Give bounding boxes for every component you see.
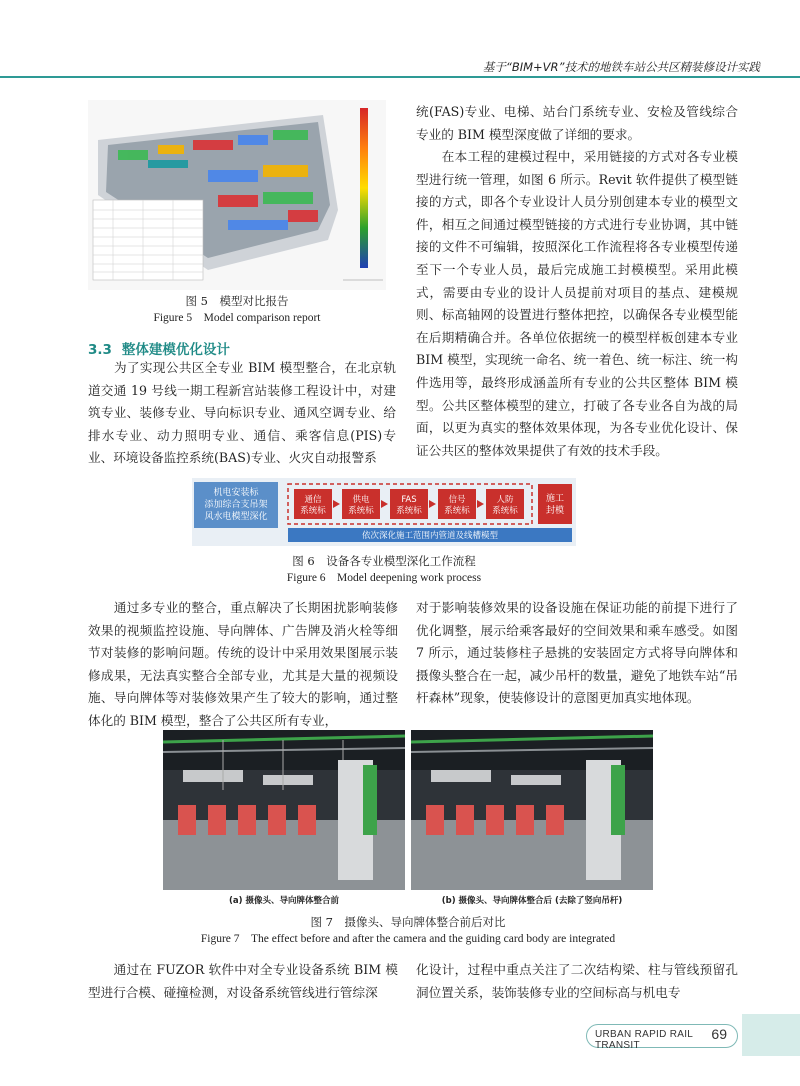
figure-6-caption-en: Figure 6 Model deepening work process: [286, 572, 482, 584]
flow-start-line2: 添加综合支吊架: [204, 500, 268, 510]
paragraph-right-1: 统(FAS)专业、电梯、站台门系统专业、安检及管线综合专业的 BIM 模型深度做了详细的要求。: [416, 104, 738, 142]
figure-7-caption-en: Figure 7 The effect before and after the camera and the guiding card body are integrated: [200, 933, 616, 945]
flow-step-label: 通信: [304, 495, 322, 505]
flow-step-label: 系统标: [300, 506, 326, 516]
page-header: [0, 0, 800, 80]
flow-end-line2: 封模: [545, 506, 565, 516]
figure-5-caption-en: Figure 5 Model comparison report: [153, 312, 321, 324]
figure-7-panel-a: [163, 730, 405, 890]
figure-7-sub-a: (a) 摄像头、导向牌体整合前: [229, 896, 339, 906]
paragraph-left-1: 为了实现公共区全专业 BIM 模型整合，在北京轨道交通 19 号线一期工程新宫站装修工程设计中，对建筑专业、装修专业、导向标识专业、通风空调专业、给排水专业、动力照明专业、通信、乘客信息(PIS)专业、环境设备监控系统(BAS)专业、火灾自动报警系: [88, 360, 396, 466]
flow-start-line3: 风水电模型深化: [204, 512, 268, 522]
paragraph-right-2: 在本工程的建模过程中，采用链接的方式对各专业模型进行统一管理，如图 6 所示。Revit 软件提供了模型链接的方式，即各个专业设计人员分别创建本专业的模型文件，相互之间通过模型链接的方式进行专业协调，其中链接的文件不可编辑，按照深化工作流程将各专业模型传递至下一个专业人员，最后完成施工封模模型。采用此模式，需要由专业的设计人员提前对项目的基点、建模规则、标高轴网的设置进行整体把控，以确保各专业模型能在后期精确合并。各单位依据统一的模型样板创建本专业 BIM 模型，实现统一命名、统一着色、统一标注、统一构件选用等，最终形成涵盖所有专业的公共区整体 BIM 模型。公共区整体模型的建立，打破了各专业各自为战的局面，以更为真实的整体效果体现，为各专业优化设计、保证公共区的整体效果提供了有效的技术手段。: [416, 149, 738, 458]
page-footer: [586, 1024, 738, 1051]
figure-5-image: [88, 100, 386, 290]
flow-bottom-bar: 依次深化施工范围内管道及线槽模型: [361, 531, 499, 541]
figure-7-sub-b: (b) 摄像头、导向牌体整合后 (去除了竖向吊杆): [441, 896, 623, 906]
figure-6-caption-cn: 图 6 设备各专业模型深化工作流程: [292, 554, 476, 568]
paragraph-left-3: 通过在 FUZOR 软件中对全专业设备系统 BIM 模型进行合模、碰撞检测，对设备系统管线进行管综深: [88, 962, 398, 1000]
flow-step-label: FAS: [401, 495, 417, 505]
flow-end-line1: 施工: [545, 494, 565, 504]
paragraph-left-2: 通过多专业的整合，重点解决了长期困扰影响装修效果的视频监控设施、导向牌体、广告牌及消火栓等细节对装修的影响问题。传统的设计中采用效果图展示装修成果，无法真实整合全部专业，尤其是大量的视频设施、导向牌体等对装修效果产生了较大的影响，通过整体化的 BIM 模型，整合了公共区所有专业，: [88, 600, 398, 728]
flow-step-label: 人防: [496, 495, 514, 505]
flow-step-label: 供电: [352, 495, 370, 505]
figure-6-flowchart: [192, 478, 576, 546]
flow-step-label: 系统标: [396, 506, 422, 516]
section-heading: [88, 338, 230, 358]
figure-7-image: [163, 730, 653, 908]
paragraph-right-3: 对于影响装修效果的设备设施在保证功能的前提下进行了优化调整，展示给乘客最好的空间效果和乘车感受。如图 7 所示，通过装修柱子悬挑的安装固定方式将导向牌体和摄像头整合在一起，减少吊杆的数量，避免了地铁车站“吊杆森林”现象，使装修设计的意图更加真实地体现。: [416, 600, 738, 706]
header-rule: [0, 76, 800, 78]
figure-5-caption-cn: 图 5 模型对比报告: [185, 294, 289, 308]
section-title: 整体建模优化设计: [121, 342, 230, 358]
footer-tab: [742, 1014, 800, 1056]
flow-step-label: 系统标: [444, 506, 470, 516]
running-title: 基于“BIM+VR”技术的地铁车站公共区精装修设计实践: [482, 60, 760, 74]
flow-start-line1: 机电安装标: [213, 488, 259, 498]
section-number: 3.3: [88, 342, 112, 358]
flow-step-label: 信号: [448, 495, 466, 505]
journal-name: URBAN RAPID RAIL TRANSIT: [595, 1029, 693, 1051]
flow-step-label: 系统标: [492, 506, 518, 516]
paragraph-right-4: 化设计，过程中重点关注了二次结构梁、柱与管线预留孔洞位置关系，装饰装修专业的空间标高与机电专: [416, 962, 738, 1000]
flow-step-label: 系统标: [348, 506, 374, 516]
figure-7-panel-b: [411, 730, 653, 890]
figure-7-caption-cn: 图 7 摄像头、导向牌体整合前后对比: [310, 915, 506, 929]
page-number: 69: [711, 1026, 727, 1042]
